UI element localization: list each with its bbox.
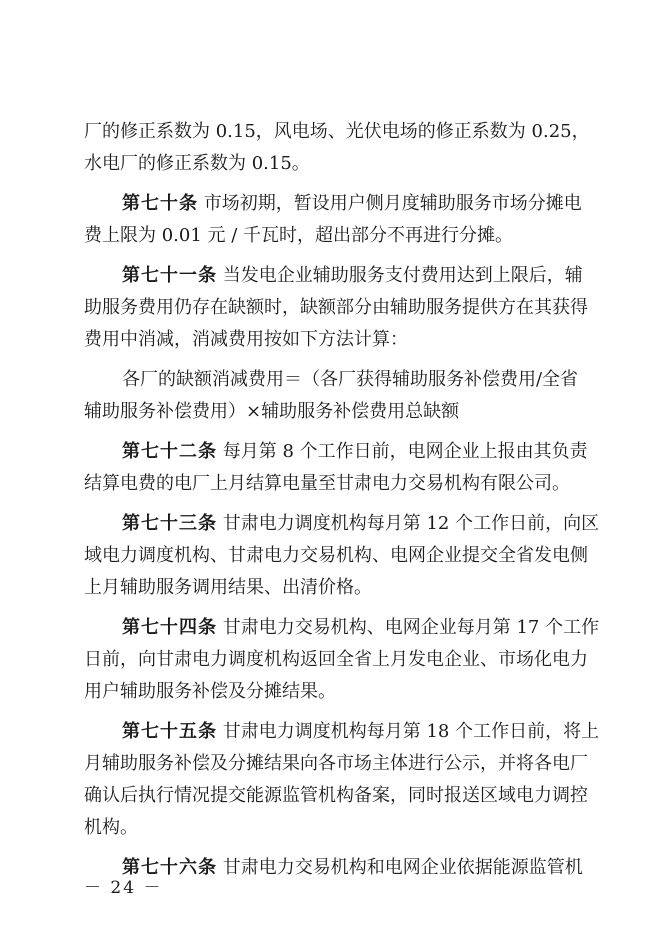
text-line (84, 468, 576, 500)
text-line (84, 148, 576, 180)
formula-line (84, 396, 576, 428)
text-line (84, 116, 590, 148)
line-text: 月辅助服务补偿及分摊结果向各市场主体进行公示，并将各电厂 (84, 753, 588, 774)
text-line (84, 812, 576, 844)
line-text: 各厂的缺额消减费用＝（各厂获得辅助服务补偿费用/全省 (122, 369, 579, 390)
text-line (84, 324, 576, 356)
text-line (84, 540, 588, 572)
text-line (84, 572, 576, 604)
line-text: 确认后执行情况提交能源监管机构备案，同时报送区域电力调控 (84, 785, 588, 806)
line-text: 市场初期，暂设用户侧月度辅助服务市场分摊电 (198, 193, 582, 214)
page-number: － 24 － (84, 878, 163, 898)
article-71-line (84, 260, 583, 292)
line-text: 费上限为 0.01 元 / 千瓦时，超出部分不再进行分摊。 (84, 225, 514, 246)
line-text: 甘肃电力交易机构、电网企业每月第 17 个工作 (217, 617, 600, 638)
text-line (84, 780, 588, 812)
line-text: 域电力调度机构、甘肃电力交易机构、电网企业提交全省发电侧 (84, 545, 588, 566)
line-text: 上月辅助服务调用结果、出清价格。 (84, 577, 372, 598)
article-number: 第七十条 (122, 193, 198, 214)
article-73-line (84, 508, 600, 540)
article-number: 第七十三条 (122, 513, 217, 534)
line-text: 甘肃电力调度机构每月第 12 个工作日前，向区 (217, 513, 600, 534)
text-line (84, 644, 588, 676)
article-number: 第七十六条 (122, 857, 217, 878)
article-75-line (84, 716, 600, 748)
line-text: 水电厂的修正系数为 0.15。 (84, 153, 310, 174)
line-text: 费用中消减，消减费用按如下方法计算： (84, 329, 408, 350)
line-text: 每月第 8 个工作日前，电网企业上报由其负责 (217, 441, 588, 462)
formula-line (84, 364, 579, 396)
line-text: 助服务费用仍存在缺额时，缺额部分由辅助服务提供方在其获得 (84, 297, 588, 318)
article-70-line (84, 188, 582, 220)
article-number: 第七十二条 (122, 441, 217, 462)
line-text: 日前，向甘肃电力调度机构返回全省上月发电企业、市场化电力 (84, 649, 588, 670)
article-number: 第七十四条 (122, 617, 217, 638)
line-text: 结算电费的电厂上月结算电量至甘肃电力交易机构有限公司。 (84, 473, 570, 494)
article-number: 第七十一条 (122, 265, 217, 286)
line-text: 机构。 (84, 817, 138, 838)
line-text: 用户辅助服务补偿及分摊结果。 (84, 681, 336, 702)
article-number: 第七十五条 (122, 721, 217, 742)
line-text: 甘肃电力调度机构每月第 18 个工作日前，将上 (217, 721, 600, 742)
text-line (84, 220, 576, 252)
line-text: 甘肃电力交易机构和电网企业依据能源监管机 (217, 857, 583, 878)
article-72-line (84, 436, 588, 468)
document-body (84, 116, 600, 884)
line-text: 当发电企业辅助服务支付费用达到上限后，辅 (217, 265, 583, 286)
line-text: 辅助服务补偿费用）×辅助服务补偿费用总缺额 (84, 401, 460, 422)
text-line (84, 292, 588, 324)
text-line (84, 748, 588, 780)
text-line (84, 676, 576, 708)
line-text: 厂的修正系数为 0.15，风电场、光伏电场的修正系数为 0.25， (84, 121, 590, 142)
article-74-line (84, 612, 600, 644)
